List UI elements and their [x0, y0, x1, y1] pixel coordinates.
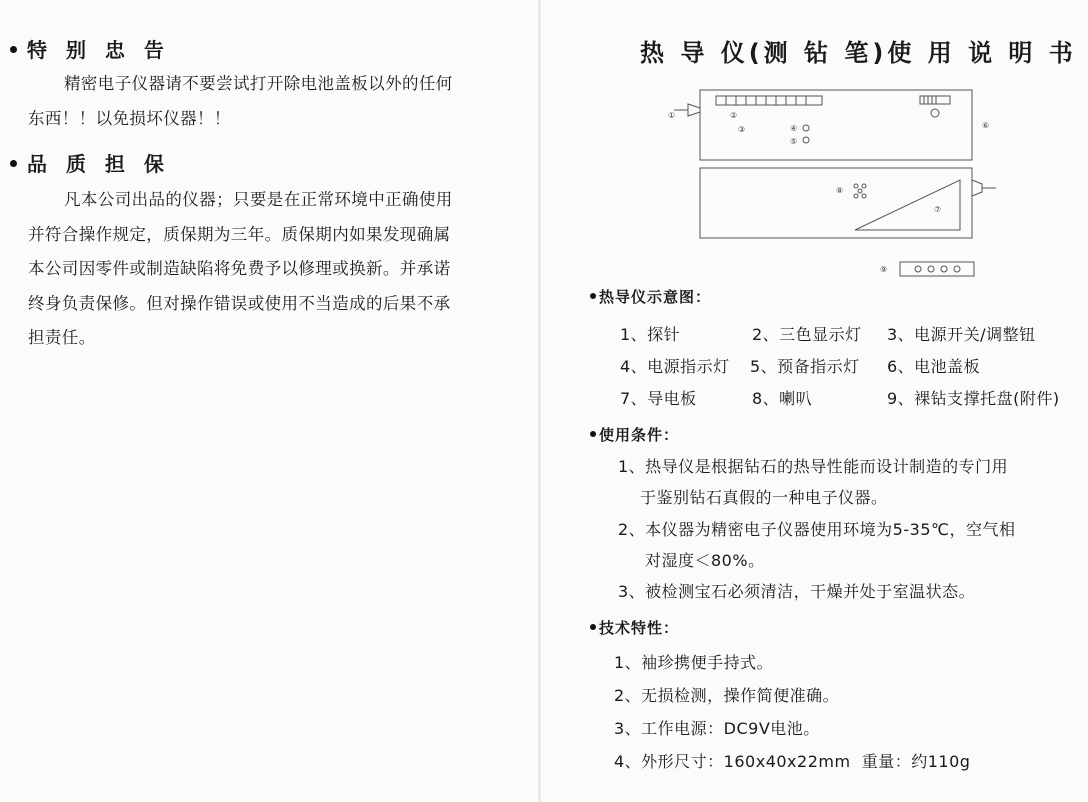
- speaker-holes: [854, 184, 866, 198]
- callout-1: ①: [668, 111, 676, 120]
- probe-shape: [688, 104, 700, 116]
- conditions-heading: [590, 424, 679, 445]
- warranty-paragraph: [28, 183, 506, 356]
- part-label: 7、导电板: [620, 389, 697, 408]
- conditions-heading-text: 使用条件：: [599, 426, 680, 444]
- bullet-icon: [10, 46, 17, 53]
- feature-line: 1、袖珍携便手持式。: [614, 653, 774, 672]
- warning-heading-text: 特 别 忠 告: [27, 38, 170, 62]
- page-fold: [538, 0, 541, 802]
- bullet-icon: [590, 431, 596, 437]
- conductive-plate: [855, 180, 960, 230]
- part-label: 9、裸钻支撑托盘(附件): [887, 389, 1060, 408]
- callout-7: ⑦: [934, 205, 942, 214]
- warning-line: 精密电子仪器请不要尝试打开除电池盖板以外的任何: [64, 74, 453, 93]
- device-bottom-body: [700, 168, 972, 238]
- callout-2: ②: [730, 111, 738, 120]
- callout-8: ⑧: [836, 186, 844, 195]
- warranty-line: 凡本公司出品的仪器；只要是在正常环境中正确使用: [64, 190, 453, 209]
- warranty-line: 终身负责保修。但对操作错误或使用不当造成的后果不承: [28, 293, 451, 313]
- warranty-heading-text: 品 质 担 保: [27, 152, 170, 176]
- condition-line: 于鉴别钻石真假的一种电子仪器。: [640, 488, 888, 507]
- device-diagram: [660, 80, 1000, 280]
- feature-line: 4、外形尺寸：160x40x22mm 重量：约110g: [614, 752, 971, 771]
- part-label: 3、电源开关/调整钮: [887, 325, 1036, 344]
- schematic-heading: [590, 286, 711, 307]
- callout-4: ④: [790, 124, 798, 133]
- features-heading: [590, 617, 679, 638]
- manual-title: 热 导 仪(测 钻 笔)使 用 说 明 书: [640, 39, 1077, 67]
- condition-line: 1、热导仪是根据钻石的热导性能而设计制造的专门用: [618, 457, 1009, 476]
- part-label: 1、探针: [620, 325, 681, 344]
- warning-heading: [10, 34, 170, 63]
- warning-paragraph: [28, 67, 506, 136]
- bullet-icon: [590, 293, 596, 299]
- part-label: 8、喇叭: [752, 389, 813, 408]
- bullet-icon: [10, 160, 17, 167]
- callout-6: ⑥: [982, 121, 990, 130]
- bullet-icon: [590, 624, 596, 630]
- condition-line: 对湿度＜80%。: [645, 551, 765, 570]
- part-label: 5、预备指示灯: [750, 357, 860, 376]
- part-label: 6、电池盖板: [887, 357, 981, 376]
- features-heading-text: 技术特性：: [599, 619, 680, 637]
- warning-line: 东西！！以免损坏仪器！！: [28, 108, 231, 128]
- part-label: 2、三色显示灯: [752, 325, 862, 344]
- warranty-heading: [10, 148, 170, 177]
- condition-line: 3、被检测宝石必须清洁，干燥并处于室温状态。: [618, 582, 976, 601]
- callout-9: ⑨: [880, 265, 888, 274]
- condition-line: 2、本仪器为精密电子仪器使用环境为5-35℃，空气相: [618, 520, 1016, 539]
- warranty-line: 本公司因零件或制造缺陷将免费予以修理或换新。并承诺: [28, 259, 451, 278]
- feature-line: 3、工作电源：DC9V电池。: [614, 719, 820, 738]
- schematic-heading-text: 热导仪示意图：: [599, 288, 712, 306]
- warranty-line: 并符合操作规定，质保期为三年。质保期内如果发现确属: [28, 224, 451, 244]
- feature-line: 2、无损检测，操作简便准确。: [614, 686, 840, 705]
- part-label: 4、电源指示灯: [620, 357, 730, 376]
- callout-3: ③: [738, 125, 746, 134]
- warranty-line: 担责任。: [28, 328, 96, 347]
- diamond-tray: [900, 262, 974, 276]
- indicator-lights: [716, 96, 822, 105]
- callout-5: ⑤: [790, 137, 798, 146]
